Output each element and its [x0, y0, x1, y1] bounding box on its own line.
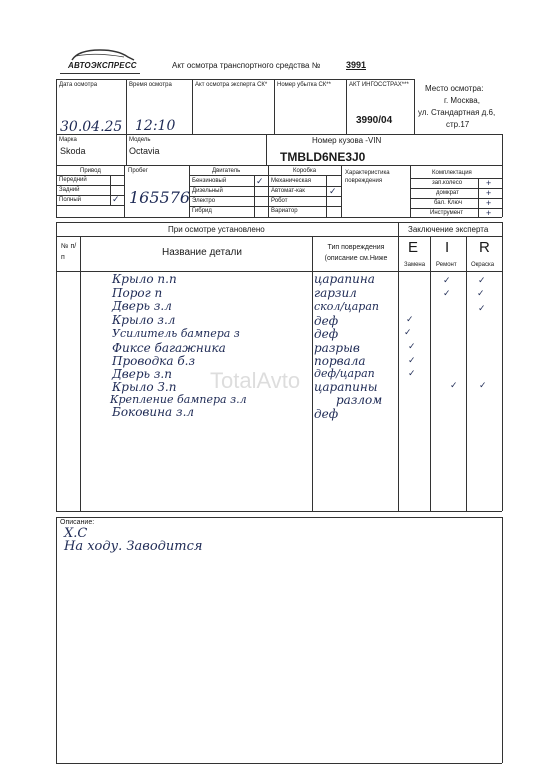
time-label: Время осмотра	[129, 82, 172, 88]
row-part: Боковина з.л	[112, 405, 195, 419]
vin-label: Номер кузова -VIN	[312, 136, 382, 145]
row-damage: деф/царап	[314, 367, 375, 380]
engine-option: Дизельный	[192, 188, 223, 194]
column-e-sub: Замена	[404, 262, 426, 268]
expert-conclusion-title: Заключение эксперта	[408, 225, 489, 234]
row-damage: скол/царап	[314, 300, 379, 313]
location-line: стр.17	[446, 120, 470, 129]
mileage-label: Пробег	[128, 168, 148, 174]
replace-check: ✓	[408, 355, 416, 365]
make-value: Skoda	[60, 146, 86, 156]
replace-check: ✓	[406, 314, 414, 324]
mileage-value: 165576	[129, 188, 191, 207]
drive-title: Привод	[80, 168, 101, 174]
engine-option: Электро	[192, 198, 216, 204]
row-part: Проводка б.з	[112, 354, 196, 368]
row-damage: царапины	[314, 380, 378, 394]
equipment-item: Инструмент	[430, 210, 464, 216]
engine-option: Гибрид	[192, 208, 212, 214]
logo-brand: АВТОЭКСПРЕСС	[68, 61, 137, 70]
column-r-sub: Окраска	[471, 262, 495, 268]
column-part-header: Название детали	[162, 247, 242, 258]
model-label: Модель	[129, 137, 151, 143]
drive-full-check: ✓	[112, 194, 120, 204]
replace-check: ✓	[404, 327, 412, 337]
expert-act-label: Акт осмотра эксперта СК*	[195, 82, 268, 88]
row-part: Крыло з.л	[112, 313, 176, 327]
gearbox-option: Робот	[271, 198, 288, 204]
gearbox-option: Автомат-как	[271, 188, 305, 194]
repair-check: ✓	[450, 380, 458, 390]
engine-title: Двигатель	[212, 168, 241, 174]
row-part: Порог п	[112, 286, 163, 300]
description-label: Описание:	[60, 519, 95, 526]
equipment-item: зап.колесо	[432, 180, 463, 186]
row-part: Усилитель бампера з	[112, 327, 240, 340]
engine-option: Бензиновый	[192, 178, 227, 184]
equipment-plus-mark: +	[486, 198, 492, 208]
row-damage: деф	[314, 314, 339, 328]
make-label: Марка	[59, 137, 77, 143]
description-line: На ходу. Заводится	[64, 539, 203, 554]
ingos-act-number: 3990/04	[356, 115, 393, 126]
paint-check: ✓	[478, 303, 486, 313]
inspection-date: 30.04.25	[60, 119, 123, 135]
row-part: Крепление бампера з.л	[110, 393, 247, 406]
paint-check: ✓	[477, 288, 485, 298]
damage-char-title: Характеристика повреждения	[345, 170, 390, 184]
date-label: Дата осмотра	[59, 82, 98, 88]
column-e-header: E	[408, 239, 419, 256]
row-damage: разрыв	[314, 341, 360, 355]
description-line: Х.С	[64, 526, 88, 541]
drive-option: Передний	[59, 177, 87, 183]
gearbox-option: Вариатор	[271, 208, 298, 214]
location-line: ул. Стандартная д.6,	[418, 108, 496, 117]
document-number: 3991	[346, 60, 367, 70]
row-part: Дверь з.л	[112, 299, 172, 313]
company-logo	[66, 48, 138, 72]
watermark: TotalAvto	[210, 368, 301, 393]
row-damage: гарзил	[314, 286, 357, 300]
vin-value: TMBLD6NE3J0	[280, 150, 366, 164]
row-part: Фиксе багажника	[112, 341, 226, 355]
repair-check: ✓	[443, 288, 451, 298]
replace-check: ✓	[408, 341, 416, 351]
section-title: При осмотре установлено	[168, 225, 265, 234]
row-damage: разлом	[336, 393, 383, 407]
replace-check: ✓	[408, 368, 416, 378]
equipment-plus-mark: +	[486, 178, 492, 188]
paint-check: ✓	[479, 380, 487, 390]
row-damage: царапина	[314, 272, 375, 286]
row-damage: деф	[314, 407, 339, 421]
column-damage-header: Тип повреждения (описание см.Ниже	[324, 244, 388, 262]
inspection-time: 12:10	[135, 118, 176, 134]
equipment-plus-mark: +	[486, 188, 492, 198]
equipment-plus-mark: +	[486, 208, 492, 218]
ingos-act-label: АКТ ИНГОССТРАХ***	[349, 82, 409, 88]
gearbox-title: Коробка	[293, 168, 317, 174]
equipment-item: бал. Ключ	[434, 200, 462, 206]
location-label: Место осмотра:	[425, 84, 484, 93]
column-r-header: R	[479, 239, 490, 256]
row-part: Крыло п.п	[112, 272, 177, 286]
paint-check: ✓	[478, 275, 486, 285]
column-number-header: № п/п	[61, 243, 77, 261]
gearbox-option: Механическая	[271, 178, 312, 184]
row-damage: порвала	[314, 354, 366, 368]
location-line: г. Москва,	[444, 96, 480, 105]
document-title: Акт осмотра транспортного средства №	[172, 61, 321, 70]
engine-petrol-check: ✓	[256, 176, 264, 186]
column-i-sub: Ремонт	[436, 262, 457, 268]
loss-number-label: Номер убытка СК**	[277, 82, 331, 88]
row-part: Крыло З.п	[112, 380, 177, 394]
column-i-header: I	[445, 239, 450, 256]
row-part: Дверь з.п	[112, 367, 172, 381]
equipment-item: домкрат	[436, 190, 459, 196]
equipment-title: Комплектация	[432, 170, 472, 176]
car-logo-icon	[66, 48, 138, 62]
model-value: Octavia	[129, 146, 160, 156]
drive-option: Полный	[59, 197, 81, 203]
row-damage: деф	[314, 327, 339, 341]
repair-check: ✓	[443, 275, 451, 285]
gearbox-auto-check: ✓	[329, 186, 337, 196]
drive-option: Задний	[59, 187, 80, 193]
